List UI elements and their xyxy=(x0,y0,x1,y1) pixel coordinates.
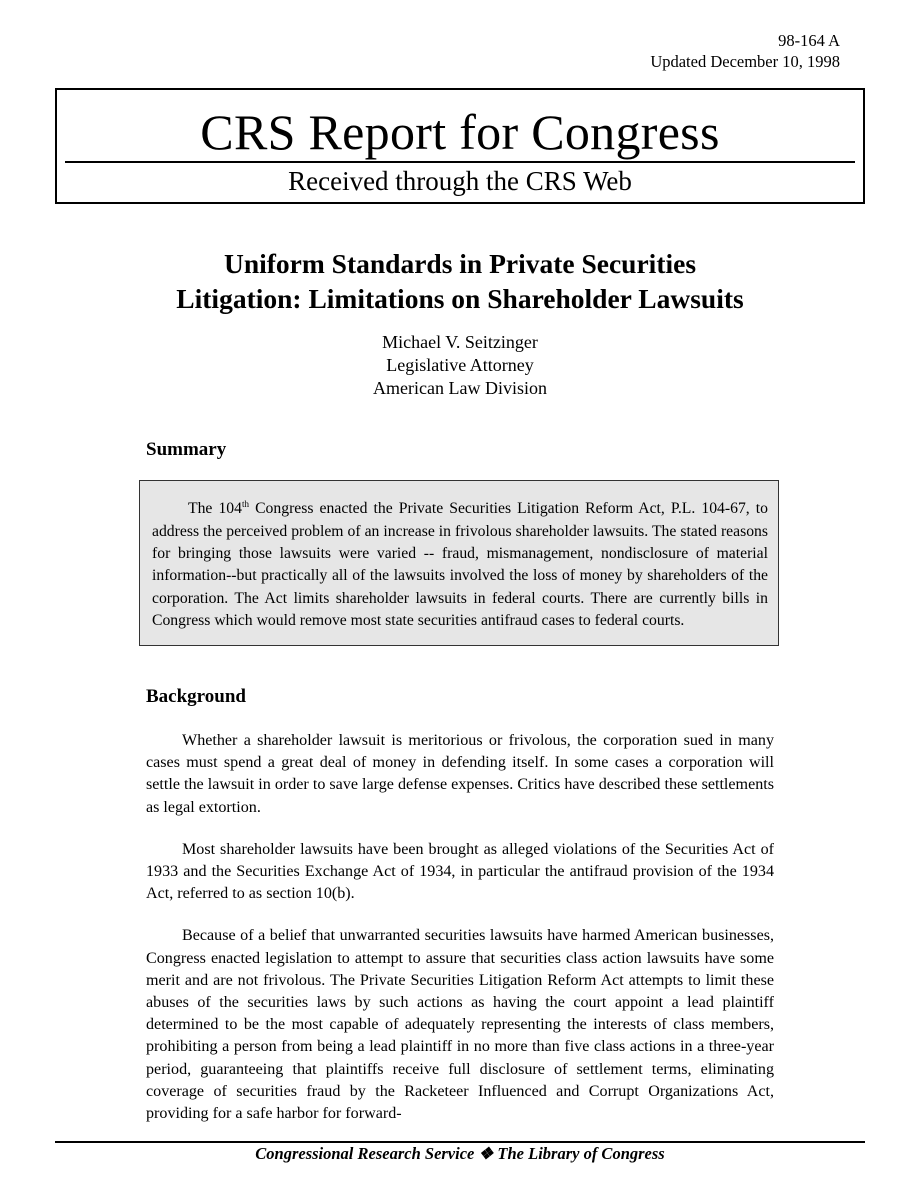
background-body xyxy=(146,730,774,1145)
background-paragraph-3: Because of a belief that unwarranted securities lawsuits have harmed American businesses, Congress enacted legislation to attempt to assure that securities class action lawsuits have some merit and are not frivolous. The Private Securities Litigation Reform Act attempts to limit these abuses of the securities laws by such actions as having the court appoint a lead plaintiff determined to be the most capable of adequately representing the interests of class members, prohibiting a person from being a lead plaintiff in no more than five class actions in a three-year period, guaranteeing that plaintiffs receive full disclosure of settlement terms, eliminating coverage of securities fraud by the Racketeer Influenced and Corrupt Organizations Act, providing for a safe harbor for forward- xyxy=(146,927,774,1123)
masthead-subtitle: Received through the CRS Web xyxy=(288,166,632,196)
summary-box xyxy=(139,480,779,646)
masthead-title: CRS Report for Congress xyxy=(200,104,720,160)
background-heading: Background xyxy=(146,686,246,707)
masthead-rule xyxy=(65,161,855,163)
summary-text-rest: Congress enacted the Private Securities Litigation Reform Act, P.L. 104-67, to address the perceived problem of an increase in frivolous shareholder lawsuits. The stated reasons for bringing those lawsuits were varied -- fraud, mismanagement, nondisclosure of material information--but practically all of the lawsuits involved the loss of money by shareholders of the corporation. The Act limits shareholder lawsuits in federal courts. There are currently bills in Congress which would remove most state securities antifraud cases to federal courts. xyxy=(152,500,768,630)
background-paragraph-2: Most shareholder lawsuits have been brought as alleged violations of the Securities Act of 1933 and the Securities Exchange Act of 1934, in particular the antifraud provision of the 1934 Act, referred to as section 10(b). xyxy=(146,840,774,903)
background-paragraph-1: Whether a shareholder lawsuit is meritorious or frivolous, the corporation sued in many cases must spend a great deal of money in defending itself. In some cases a corporation will settle the lawsuit in order to save large defense expenses. Critics have described these settlements as legal extortion. xyxy=(146,732,774,816)
author-division: American Law Division xyxy=(373,378,547,398)
document-title-line-2: Litigation: Limitations on Shareholder Lawsuits xyxy=(176,283,744,314)
author-name: Michael V. Seitzinger xyxy=(382,332,538,352)
crs-masthead xyxy=(55,88,865,204)
footer-text: Congressional Research Service ❖ The Library of Congress xyxy=(255,1144,665,1163)
author-title: Legislative Attorney xyxy=(386,355,534,375)
summary-text-start: The 104 xyxy=(188,500,242,518)
document-title-line-1: Uniform Standards in Private Securities xyxy=(223,248,697,279)
document-title xyxy=(0,246,920,316)
summary-heading: Summary xyxy=(146,439,227,460)
summary-superscript: th xyxy=(242,499,250,509)
updated-date: Updated December 10, 1998 xyxy=(650,52,840,71)
author-block xyxy=(0,331,920,400)
report-identifier xyxy=(650,30,840,72)
summary-text xyxy=(152,493,768,633)
report-number: 98-164 A xyxy=(778,31,840,50)
